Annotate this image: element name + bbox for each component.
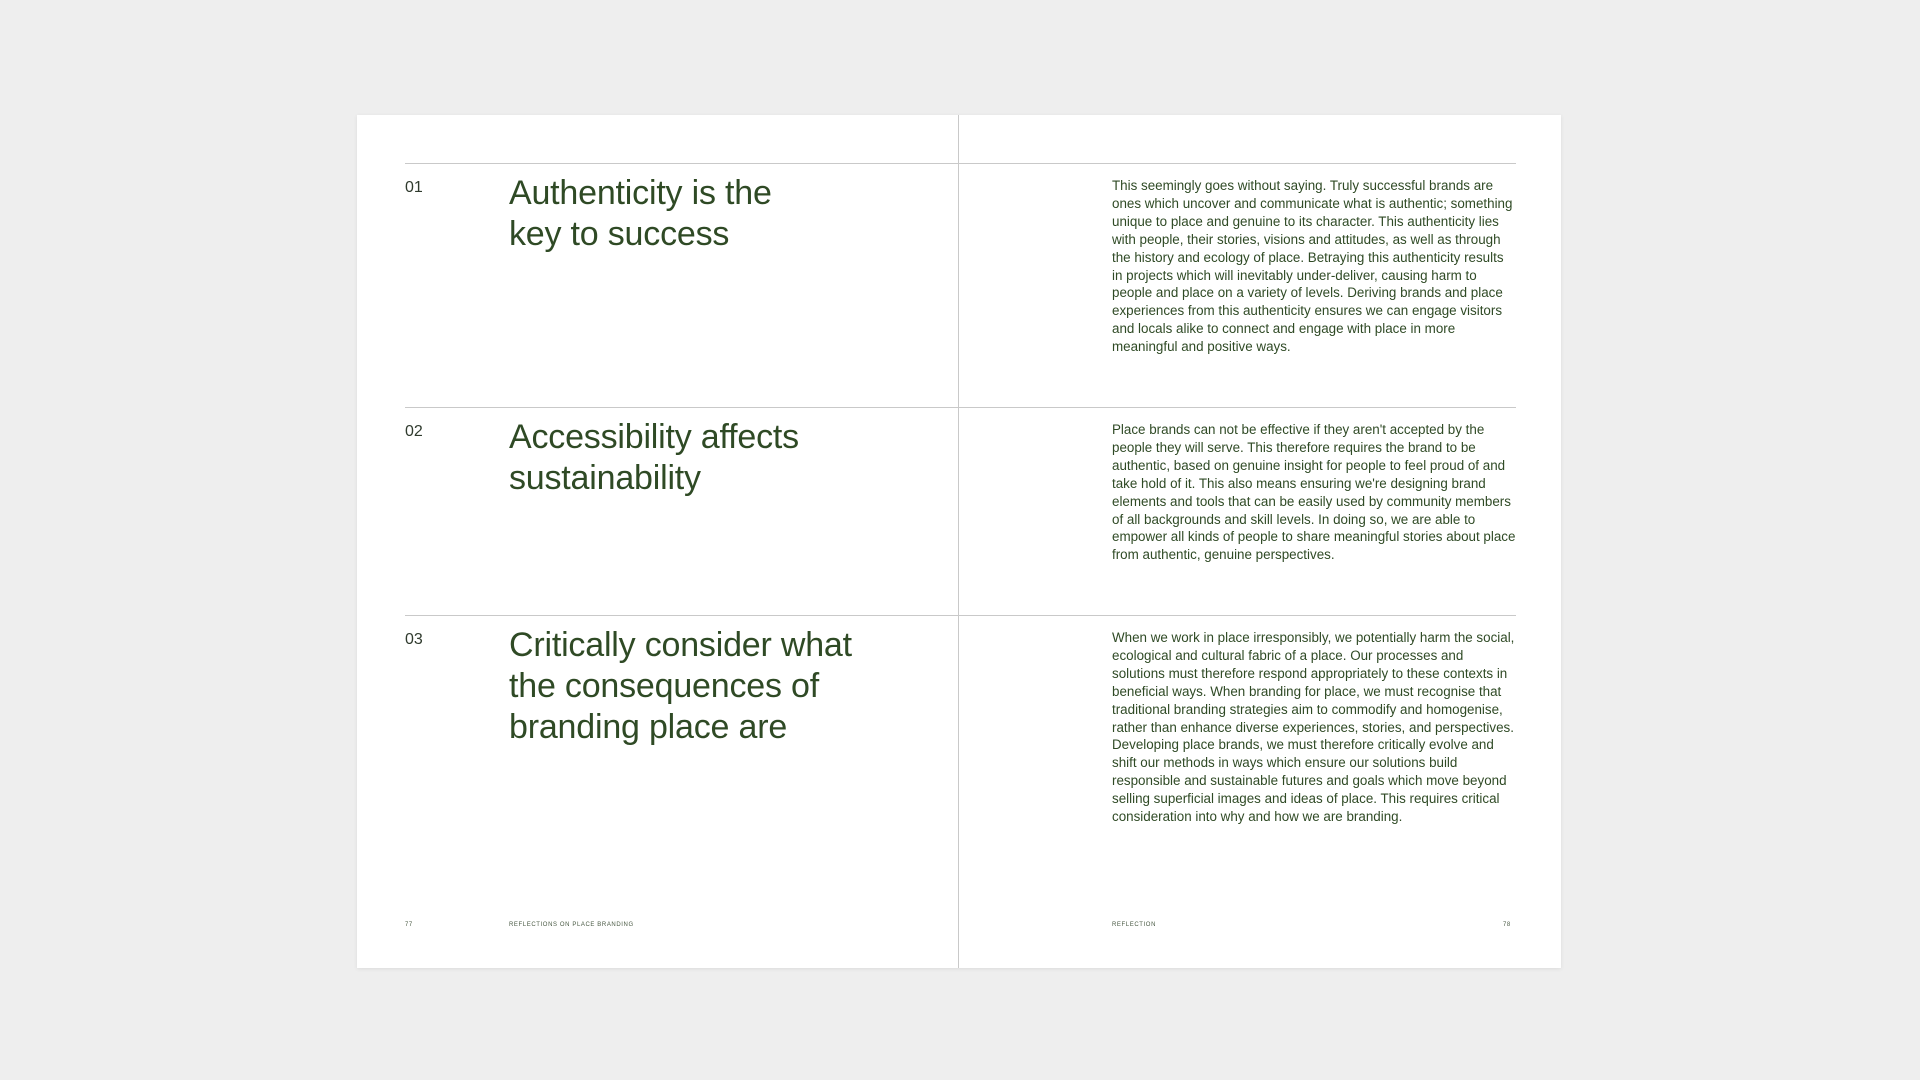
right-page-number: 78 [1503, 922, 1511, 928]
book-spread [357, 115, 1561, 968]
heading-line: Accessibility affects [509, 418, 799, 456]
heading-line: branding place are [509, 708, 788, 746]
section-body-01: This seemingly goes without saying. Truly successful brands are ones which uncover and communicate what is authentic; something unique to place and genuine to its character. This authenticity lies with people, their stories, visions and attitudes, as well as through the history and ecology of place. Betraying this authenticity results in projects which will inevitably under-deliver, causing harm to people and place on a variety of levels. Deriving brands and place experiences from this authenticity ensures we can engage visitors and locals alike to connect and engage with place in more meaningful and positive ways. [1112, 178, 1513, 355]
page-gutter [958, 115, 959, 968]
left-running-title: REFLECTIONS ON PLACE BRANDING [509, 922, 634, 928]
section-number-01: 01 [405, 179, 423, 196]
section-body-03: When we work in place irresponsibly, we potentially harm the social, ecological and cultural fabric of a place. Our processes and solutions must therefore respond appropriately to these contexts in beneficial ways. When branding for place, we must recognise that traditional branding strategies aim to commodify and homogenise, rather than enhance diverse experiences, stories, and perspectives. Developing place brands, we must therefore critically evolve and shift our methods in ways which ensure our solutions build responsible and sustainable futures and goals which move beyond selling superficial images and ideas of place. This requires critical consideration into why and how we are branding. [1112, 630, 1515, 825]
section-rule-03 [405, 615, 1516, 616]
section-body-02: Place brands can not be effective if they aren't accepted by the people they will serve. This therefore requires the brand to be authentic, based on genuine insight for people to feel proud of and take hold of it. This also means ensuring we're designing brand elements and tools that can be easily used by community members of all backgrounds and skill levels. In doing so, we are able to empower all kinds of people to share meaningful stories about place from authentic, genuine perspectives. [1112, 422, 1516, 563]
heading-line: the consequences of [509, 667, 819, 705]
right-running-title: REFLECTION [1112, 922, 1157, 928]
left-page-number: 77 [405, 922, 413, 928]
section-rule-01 [405, 163, 1516, 164]
section-rule-02 [405, 407, 1516, 408]
heading-line: sustainability [509, 459, 701, 497]
section-heading-01 [509, 173, 929, 255]
heading-line: key to success [509, 215, 730, 253]
section-number-03: 03 [405, 631, 423, 648]
section-heading-02 [509, 417, 929, 499]
heading-line: Authenticity is the [509, 174, 772, 212]
heading-line: Critically consider what [509, 626, 852, 664]
section-heading-03 [509, 625, 949, 748]
section-number-02: 02 [405, 423, 423, 440]
